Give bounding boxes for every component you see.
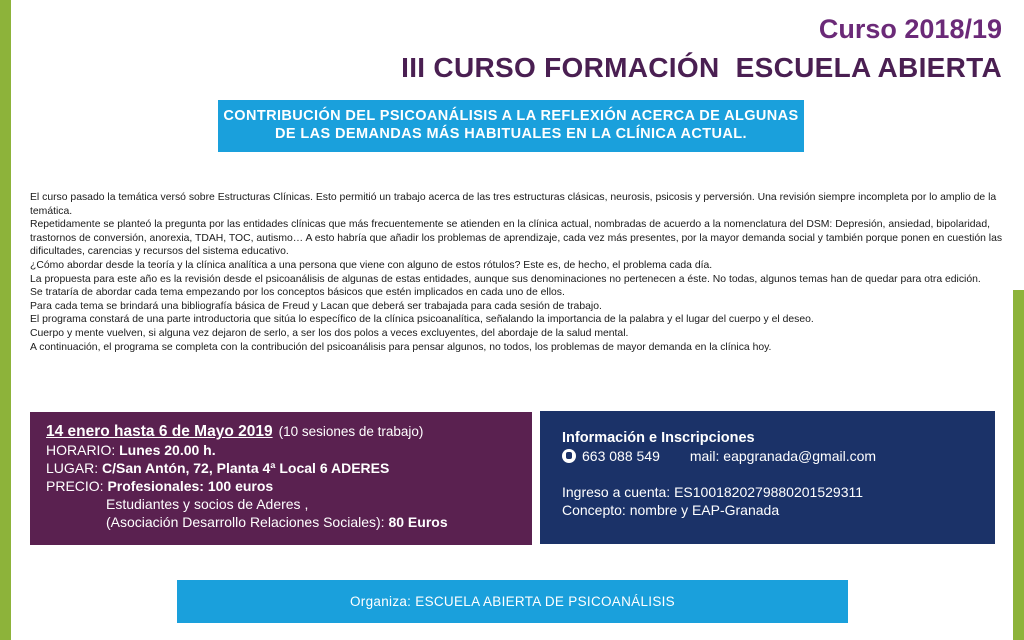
precio-label: PRECIO: — [46, 478, 108, 494]
paragraph: Repetidamente se planteó la pregunta por las entidades clínicas que más frecuentemente se atienden en la clínica actual, nombradas de acuerdo a la nomenclatura del DSM: Depresión, ansiedad, bipolaridad, trastornos de conversión, anorexia, TDAH, TOC, autismo… A esto habría que añadir los problemas de aprendizaje, cada vez más presentes, por la mayor demanda social y también porque ponen en cuestión las dificultades, carencias y recursos del sistema educativo. — [30, 219, 1003, 258]
paragraph: El curso pasado la temática versó sobre Estructuras Clínicas. Esto permitió un trabajo acerca de las tres estructuras clásicas, neurosis, psicosis y perversión. Una revisión siempre incompleta por lo amplio de la temática. — [30, 192, 997, 217]
horario-label: HORARIO: — [46, 442, 120, 458]
email-address[interactable]: mail: eapgranada@gmail.com — [689, 448, 877, 464]
horario-row — [46, 441, 532, 459]
left-green-stripe — [0, 0, 11, 640]
dates-row — [46, 422, 532, 441]
contact-row — [562, 447, 995, 465]
paragraph: Se trataría de abordar cada tema empezando por los conceptos básicos que estén implicados en cada uno de ellos. — [30, 287, 565, 299]
info-box — [540, 411, 995, 544]
association-price: 80 Euros — [388, 514, 448, 530]
horario-value: Lunes 20.00 h. — [119, 442, 216, 458]
organizer-footer: Organiza: ESCUELA ABIERTA DE PSICOANÁLISIS — [177, 580, 848, 623]
right-green-stripe — [1013, 290, 1024, 640]
schedule-box — [30, 412, 532, 545]
paragraph: A continuación, el programa se completa con la contribución del psicoanálisis para pensar algunos, no todos, los problemas de mayor demanda en la clínica hoy. — [30, 341, 772, 353]
course-year: Curso 2018/19 — [818, 14, 1002, 44]
info-title: Información e Inscripciones — [562, 430, 755, 446]
association-label: (Asociación Desarrollo Relaciones Sociales): — [106, 514, 389, 530]
precio-row — [46, 477, 532, 495]
precio-value: Profesionales: 100 euros — [107, 478, 274, 494]
payment-concept: Concepto: nombre y EAP-Granada — [562, 502, 780, 518]
whatsapp-icon — [562, 449, 576, 463]
lugar-value: C/San Antón, 72, Planta 4ª Local 6 ADERES — [102, 460, 390, 476]
topic-banner — [218, 100, 804, 152]
bank-account: Ingreso a cuenta: ES1001820279880201529311 — [562, 484, 864, 500]
course-dates: 14 enero hasta 6 de Mayo 2019 — [46, 423, 273, 440]
course-description — [30, 191, 1014, 354]
banner-line-2: DE LAS DEMANDAS MÁS HABITUALES EN LA CLÍNICA ACTUAL. — [275, 126, 747, 142]
association-price-row — [46, 513, 532, 531]
lugar-row — [46, 459, 532, 477]
spacer — [562, 465, 995, 483]
phone-number[interactable]: 663 088 549 — [582, 448, 660, 464]
banner-line-1: CONTRIBUCIÓN DEL PSICOANÁLISIS A LA REFLEXIÓN ACERCA DE ALGUNAS — [223, 108, 799, 124]
paragraph: Para cada tema se brindará una bibliografía básica de Freud y Lacan que deberá ser trabajada para cada sesión de trabajo. — [30, 300, 602, 312]
students-price-line: Estudiantes y socios de Aderes , — [106, 496, 309, 512]
lugar-label: LUGAR: — [46, 460, 103, 476]
paragraph: ¿Cómo abordar desde la teoría y la clínica analítica a una persona que viene con alguno de estos rótulos? Este es, de hecho, el problema cada día. — [30, 259, 713, 271]
paragraph: El programa constará de una parte introductoria que sitúa lo específico de la clínica psicoanalítica, señalando la importancia de la palabra y el lugar del cuerpo y el deseo. — [30, 314, 814, 326]
paragraph: Cuerpo y mente vuelven, si alguna vez dejaron de serlo, a ser los dos polos a veces excluyentes, del abordaje de la salud mental. — [30, 327, 629, 339]
session-count: (10 sesiones de trabajo) — [278, 424, 424, 439]
paragraph: La propuesta para este año es la revisión desde el psicoanálisis de algunas de estas entidades, aunque sus denominaciones no pertenecen a éste. No todas, algunos temas han de quedar para otra edición. — [30, 273, 981, 285]
page-title: III CURSO FORMACIÓN ESCUELA ABIERTA — [401, 52, 1002, 83]
